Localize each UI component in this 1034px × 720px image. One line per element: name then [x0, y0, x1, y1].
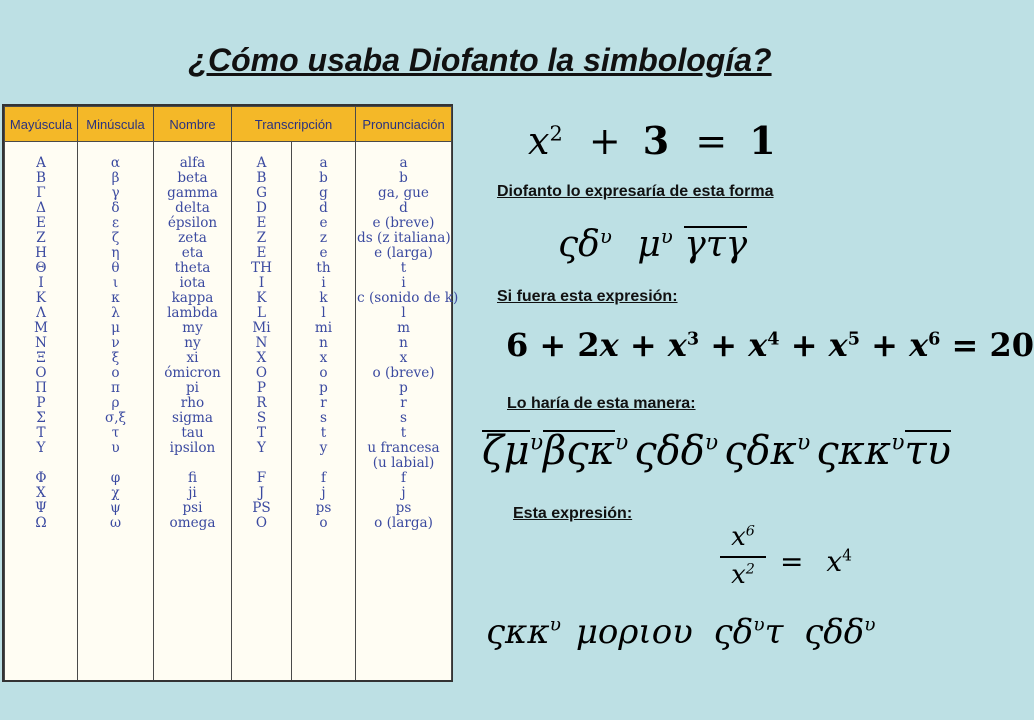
table-cell-pronunciacion: u francesa: [367, 440, 440, 456]
greek2-sup-1: υ: [529, 430, 544, 456]
eq2-exp-3: 3: [686, 328, 700, 350]
table-cell-mayuscula: Β: [36, 170, 46, 186]
fraction-num-exp: 6: [745, 523, 755, 540]
table-cell-pronunciacion: f: [400, 470, 407, 486]
table-cell-minuscula: γ: [111, 185, 120, 201]
table-cell-pronunciacion: e (breve): [372, 215, 435, 231]
table-cell-transcripcion_mayus: O: [255, 365, 268, 381]
table-cell-transcripcion_mayus: G: [256, 185, 267, 201]
header-minuscula: Minúscula: [78, 107, 154, 142]
table-cell-minuscula: ξ: [111, 350, 120, 366]
table-cell-mayuscula: Π: [35, 380, 47, 396]
table-cell-transcripcion_mayus: E: [256, 245, 267, 261]
header-mayuscula: Mayúscula: [5, 107, 78, 142]
table-cell-nombre: ji: [188, 485, 197, 501]
table-cell-minuscula: φ: [110, 470, 121, 486]
fraction-den-var: x: [731, 560, 746, 590]
eq2-equals: =: [951, 326, 979, 364]
column-transcripcion-minus: [292, 142, 356, 681]
column-transcripcion-mayus: [232, 142, 292, 681]
table-cell-nombre: omega: [169, 515, 216, 531]
eq2-plus-1: +: [629, 326, 657, 364]
table-cell-transcripcion_mayus: Mi: [252, 320, 271, 336]
fraction-denominator: [720, 560, 766, 592]
table-cell-pronunciacion: o (breve): [372, 365, 435, 381]
table-cell-transcripcion_minus: g: [319, 185, 328, 201]
table-cell-pronunciacion: (u labial): [372, 455, 435, 471]
label-diofanto-forma: Diofanto lo expresaría de esta forma: [497, 183, 774, 200]
eq1-rhs: 1: [749, 118, 776, 163]
greek2-part-2: βςκ: [543, 428, 615, 474]
table-cell-pronunciacion: b: [399, 170, 408, 186]
table-cell-mayuscula: Η: [35, 245, 47, 261]
table-cell-mayuscula: Χ: [36, 485, 46, 501]
greek2-sup-3: υ: [704, 430, 719, 456]
table-cell-minuscula: δ: [111, 200, 120, 216]
table-cell-pronunciacion: j: [401, 485, 406, 501]
table-cell-minuscula: θ: [111, 260, 120, 276]
table-cell-minuscula: ρ: [111, 395, 120, 411]
table-cell-mayuscula: Λ: [36, 305, 46, 321]
greek2-part-1: ζμ: [482, 428, 530, 474]
table-cell-transcripcion_mayus: TH: [251, 260, 272, 276]
column-pronunciacion: [356, 142, 459, 681]
table-cell-mayuscula: Ν: [35, 335, 47, 351]
greek-expression-2: [482, 428, 951, 474]
greek2-sup-2: υ: [614, 430, 629, 456]
table-cell-nombre: [155, 456, 230, 471]
table-cell-nombre: épsilon: [167, 215, 218, 231]
fraction-den-exp: 2: [745, 561, 755, 578]
table-cell-mayuscula: Ζ: [36, 230, 46, 246]
fraction-num-var: x: [731, 522, 746, 552]
greek2-sup-5: υ: [891, 430, 905, 456]
table-cell-transcripcion_mayus: R: [256, 395, 267, 411]
table-cell-nombre: theta: [174, 260, 211, 276]
eq2-exp-4: 4: [767, 328, 780, 350]
table-cell-pronunciacion: l: [401, 305, 406, 321]
eq1-plus: +: [588, 119, 621, 163]
table-cell-nombre: iota: [179, 275, 206, 291]
table-cell-nombre: delta: [175, 200, 210, 216]
table-cell-nombre: ny: [184, 335, 201, 351]
fraction-numerator: [720, 522, 766, 554]
table-cell-transcripcion_mayus: I: [258, 275, 265, 291]
table-cell-mayuscula: Υ: [36, 440, 46, 456]
table-cell-pronunciacion: ga, gue: [378, 185, 429, 201]
table-cell-minuscula: η: [111, 245, 120, 261]
table-cell-transcripcion_minus: o: [319, 365, 328, 381]
fraction-x6-over-x2: [720, 522, 766, 592]
table-cell-transcripcion_minus: e: [319, 215, 328, 231]
table-cell-mayuscula: Α: [36, 155, 46, 171]
table-cell-nombre: ipsilon: [169, 440, 216, 456]
table-cell-pronunciacion: p: [399, 380, 408, 396]
table-cell-minuscula: μ: [111, 320, 120, 336]
table-cell-transcripcion_minus: e: [319, 245, 328, 261]
greek3-sup-1: υ: [549, 614, 562, 636]
greek1-sup-a: υ: [599, 225, 612, 248]
table-cell-minuscula: σ,ξ: [104, 410, 127, 426]
table-cell-nombre: rho: [180, 395, 205, 411]
table-cell-transcripcion_minus: y: [319, 440, 328, 456]
table-cell-minuscula: [79, 456, 152, 471]
greek3-part-3: ςδ: [713, 612, 754, 652]
column-mayuscula: [5, 142, 78, 681]
table-cell-transcripcion_minus: o: [319, 515, 328, 531]
greek3-part-2: μοριου: [575, 612, 693, 652]
table-cell-transcripcion_minus: b: [319, 170, 328, 186]
table-cell-pronunciacion: i: [401, 275, 406, 291]
table-cell-nombre: my: [182, 320, 203, 336]
eq1-constant: 3: [642, 118, 670, 163]
eq1-equals: =: [695, 119, 728, 163]
table-cell-transcripcion_minus: z: [319, 230, 328, 246]
table-cell-nombre: gamma: [167, 185, 218, 201]
equation-polynomial: [506, 326, 1034, 364]
fraction-equals: =: [780, 545, 804, 578]
eq2-plus-3: +: [790, 326, 818, 364]
eq2-exp-5: 5: [847, 328, 860, 350]
table-cell-mayuscula: Κ: [35, 290, 47, 306]
table-cell-nombre: eta: [181, 245, 204, 261]
fraction-rhs: [780, 545, 852, 578]
table-cell-minuscula: τ: [111, 425, 120, 441]
table-cell-nombre: lambda: [167, 305, 218, 321]
greek3-sup-4: υ: [864, 614, 876, 636]
table-cell-transcripcion_mayus: T: [256, 425, 267, 441]
eq2-x4: x: [748, 326, 768, 364]
table-cell-mayuscula: [6, 456, 76, 471]
table-cell-transcripcion_mayus: X: [256, 350, 267, 366]
table-cell-nombre: beta: [177, 170, 208, 186]
table-cell-nombre: sigma: [171, 410, 214, 426]
greek-expression-3: [486, 612, 876, 652]
table-cell-transcripcion_minus: k: [319, 290, 328, 306]
eq2-x5: x: [828, 326, 848, 364]
eq2-exp-6: 6: [928, 328, 941, 350]
table-cell-transcripcion_minus: t: [320, 425, 327, 441]
fraction-bar: [720, 556, 766, 558]
table-cell-minuscula: λ: [111, 305, 120, 321]
greek1-part-a: ςδ: [558, 224, 600, 265]
table-cell-mayuscula: Δ: [36, 200, 46, 216]
table-cell-mayuscula: Ψ: [35, 500, 47, 516]
label-esta-expresion: Esta expresión:: [513, 505, 633, 522]
table-cell-transcripcion_minus: l: [321, 305, 326, 321]
greek-alphabet-table: [2, 104, 459, 682]
table-cell-pronunciacion: n: [399, 335, 408, 351]
equation-x2-plus-3: [528, 118, 776, 163]
table-cell-pronunciacion: s: [400, 410, 407, 426]
table-cell-mayuscula: Ρ: [36, 395, 46, 411]
table-cell-minuscula: ζ: [111, 230, 120, 246]
table-cell-pronunciacion: c (sonido de k): [357, 290, 459, 306]
table-cell-nombre: xi: [186, 350, 199, 366]
table-cell-minuscula: ω: [109, 515, 122, 531]
table-cell-minuscula: ι: [112, 275, 119, 291]
table-cell-pronunciacion: t: [400, 425, 407, 441]
table-cell-pronunciacion: t: [400, 260, 407, 276]
table-cell-pronunciacion: a: [399, 155, 408, 171]
table-cell-minuscula: ε: [111, 215, 120, 231]
table-cell-transcripcion_mayus: J: [258, 485, 265, 501]
greek-table: [4, 106, 459, 680]
table-cell-transcripcion_mayus: N: [255, 335, 268, 351]
header-transcripcion: Transcripción: [232, 107, 356, 142]
table-cell-transcripcion_minus: x: [319, 350, 328, 366]
table-cell-nombre: tau: [181, 425, 204, 441]
table-cell-transcripcion_mayus: S: [256, 410, 267, 426]
table-cell-nombre: pi: [185, 380, 200, 396]
eq2-x1: x: [599, 326, 619, 364]
greek-expression-1: [558, 224, 747, 265]
greek3-sup-3: υ: [753, 614, 765, 636]
eq2-x3: x: [667, 326, 687, 364]
table-cell-transcripcion_mayus: K: [256, 290, 267, 306]
table-cell-transcripcion_mayus: F: [256, 470, 267, 486]
table-cell-transcripcion_minus: f: [320, 470, 327, 486]
greek3-part-1: ςκκ: [486, 612, 550, 652]
table-cell-mayuscula: Ο: [35, 365, 47, 381]
table-cell-transcripcion_mayus: [233, 456, 290, 471]
header-pronunciacion: Pronunciación: [356, 107, 452, 142]
table-cell-transcripcion_mayus: L: [256, 305, 267, 321]
table-cell-mayuscula: Τ: [36, 425, 46, 441]
table-cell-transcripcion_mayus: PS: [252, 500, 271, 516]
greek3-part-3-tail: τ: [764, 612, 784, 652]
table-cell-minuscula: υ: [111, 440, 120, 456]
greek2-part-6: τυ: [904, 428, 951, 474]
eq1-variable: x: [528, 119, 550, 163]
table-cell-transcripcion_mayus: D: [256, 200, 267, 216]
table-cell-mayuscula: Γ: [36, 185, 46, 201]
page-title: ¿Cómo usaba Diofanto la simbología?: [188, 42, 772, 78]
column-nombre: [154, 142, 232, 681]
greek2-part-4: ςδκ: [724, 428, 797, 474]
table-cell-minuscula: ν: [111, 335, 120, 351]
fraction-rhs-exp: 4: [842, 546, 852, 565]
table-cell-nombre: alfa: [179, 155, 206, 171]
table-header-row: [5, 107, 452, 142]
table-cell-minuscula: κ: [111, 290, 120, 306]
table-cell-pronunciacion: ps: [395, 500, 412, 516]
table-cell-nombre: psi: [182, 500, 203, 516]
table-cell-mayuscula: Ω: [35, 515, 47, 531]
table-cell-minuscula: π: [111, 380, 120, 396]
table-cell-transcripcion_minus: i: [321, 275, 326, 291]
table-cell-mayuscula: Ε: [36, 215, 46, 231]
column-minuscula: [78, 142, 154, 681]
table-cell-transcripcion_mayus: A: [256, 155, 267, 171]
table-cell-pronunciacion: r: [400, 395, 407, 411]
table-cell-pronunciacion: d: [399, 200, 408, 216]
greek1-part-b: μ: [637, 224, 661, 265]
greek1-part-c: γτγ: [684, 224, 748, 265]
table-cell-minuscula: χ: [111, 485, 120, 501]
eq2-rhs: 20: [989, 326, 1034, 364]
table-cell-pronunciacion: e (larga): [374, 245, 433, 261]
table-cell-minuscula: β: [111, 170, 120, 186]
header-nombre: Nombre: [154, 107, 232, 142]
eq2-plus-2: +: [710, 326, 738, 364]
eq2-start: 6 + 2: [506, 326, 600, 364]
table-cell-transcripcion_minus: n: [319, 335, 328, 351]
greek2-sup-4: υ: [796, 430, 811, 456]
table-cell-minuscula: α: [110, 155, 121, 171]
eq2-x6: x: [909, 326, 929, 364]
table-cell-transcripcion_minus: p: [319, 380, 328, 396]
greek2-part-3: ςδδ: [634, 428, 705, 474]
table-cell-transcripcion_minus: a: [319, 155, 328, 171]
table-cell-mayuscula: Θ: [35, 260, 47, 276]
table-cell-mayuscula: Ι: [38, 275, 44, 291]
label-si-fuera: Si fuera esta expresión:: [497, 288, 678, 305]
table-cell-transcripcion_minus: ps: [315, 500, 332, 516]
table-cell-mayuscula: Μ: [34, 320, 48, 336]
table-cell-transcripcion_minus: [293, 456, 354, 471]
table-cell-nombre: kappa: [171, 290, 214, 306]
table-cell-minuscula: ο: [111, 365, 120, 381]
table-cell-transcripcion_minus: d: [319, 200, 328, 216]
table-cell-transcripcion_mayus: B: [256, 170, 267, 186]
table-cell-mayuscula: Φ: [35, 470, 47, 486]
greek3-part-4: ςδδ: [804, 612, 865, 652]
greek1-sup-b: υ: [660, 225, 673, 248]
greek2-part-5: ςκκ: [816, 428, 892, 474]
table-cell-transcripcion_mayus: O: [255, 515, 268, 531]
table-cell-transcripcion_mayus: P: [256, 380, 267, 396]
table-cell-transcripcion_minus: s: [320, 410, 327, 426]
table-cell-pronunciacion: o (larga): [374, 515, 433, 531]
table-cell-transcripcion_minus: j: [321, 485, 326, 501]
table-cell-mayuscula: Σ: [36, 410, 46, 426]
table-cell-nombre: ómicron: [164, 365, 221, 381]
table-body-row: [5, 142, 452, 681]
table-cell-pronunciacion: m: [397, 320, 410, 336]
table-cell-nombre: fi: [187, 470, 198, 486]
table-cell-pronunciacion: ds (z italiana): [357, 230, 451, 246]
label-lo-haria: Lo haría de esta manera:: [507, 395, 696, 412]
eq1-exponent: 2: [549, 121, 563, 146]
table-cell-minuscula: ψ: [110, 500, 121, 516]
table-cell-transcripcion_mayus: Y: [257, 440, 266, 456]
table-cell-pronunciacion: x: [399, 350, 408, 366]
table-cell-nombre: zeta: [178, 230, 207, 246]
table-cell-transcripcion_minus: mi: [314, 320, 333, 336]
table-cell-transcripcion_minus: th: [316, 260, 331, 276]
table-cell-transcripcion_mayus: Z: [256, 230, 267, 246]
fraction-rhs-var: x: [826, 545, 843, 578]
eq2-plus-4: +: [871, 326, 898, 364]
table-cell-transcripcion_mayus: E: [256, 215, 267, 231]
table-cell-mayuscula: Ξ: [36, 350, 46, 366]
table-cell-transcripcion_minus: r: [320, 395, 327, 411]
